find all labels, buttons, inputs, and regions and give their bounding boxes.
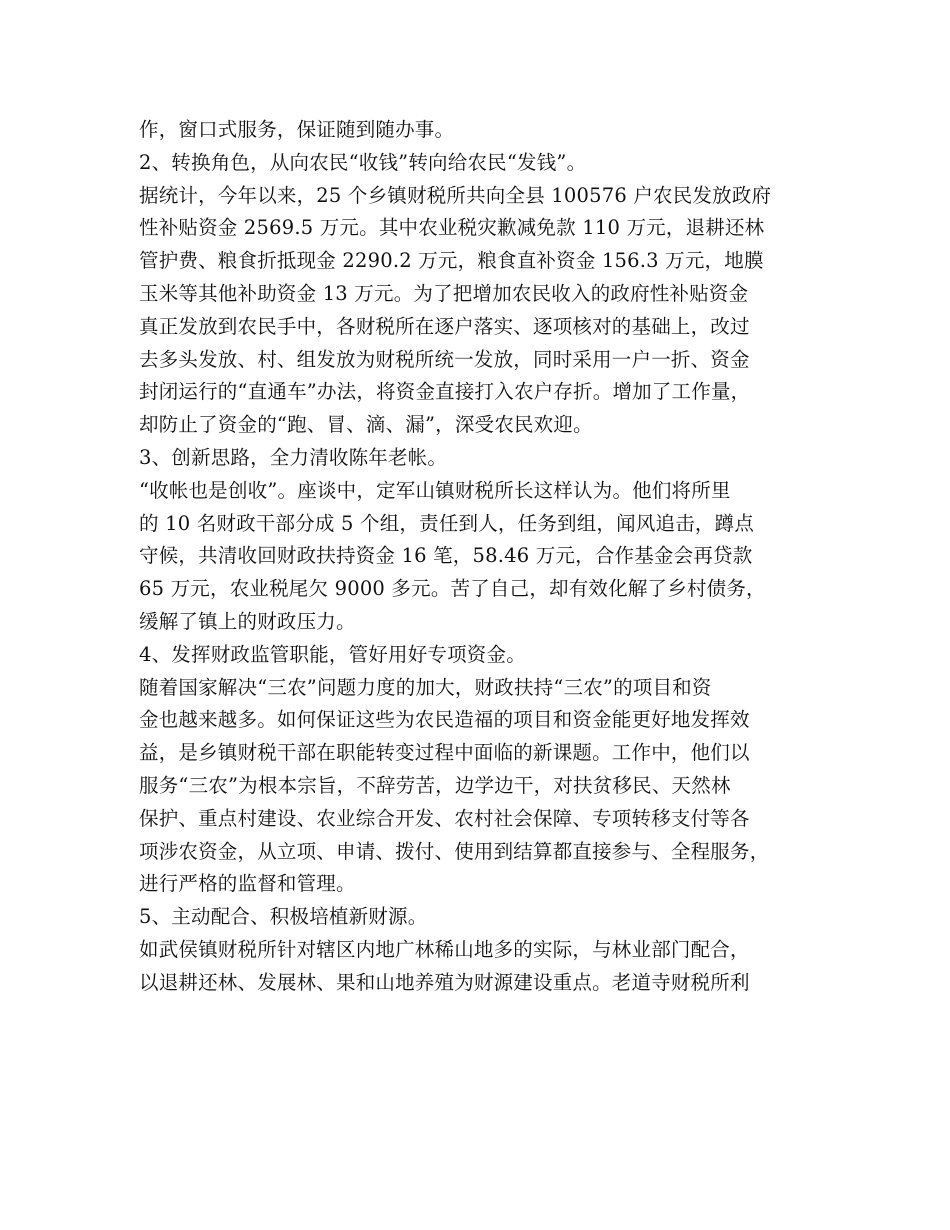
text-line: 益，是乡镇财税干部在职能转变过程中面临的新课题。工作中，他们以 — [139, 741, 750, 765]
text-line: “收帐也是创收”。座谈中，定军山镇财税所长这样认为。他们将所里 — [139, 478, 731, 502]
document-body — [139, 114, 829, 1000]
text-line: 作，窗口式服务，保证随到随办事。 — [139, 118, 455, 141]
text-line: 管护费、粮食折抵现金 2290.2 万元，粮食直补资金 156.3 万元，地膜 — [139, 249, 764, 273]
text-line: 随着国家解决“三农”问题力度的加大，财政扶持“三农”的项目和资 — [139, 675, 712, 699]
section-heading: 2、转换角色，从向农民“收钱”转向给农民“发钱”。 — [139, 150, 587, 174]
text-line: 保护、重点村建设、农业综合开发、农村社会保障、专项转移支付等各 — [139, 806, 750, 830]
text-line: 金也越来越多。如何保证这些为农民造福的项目和资金能更好地发挥效 — [139, 708, 750, 732]
text-line: 如武侯镇财税所针对辖区内地广林稀山地多的实际，与林业部门配合， — [139, 937, 750, 961]
text-line: 却防止了资金的“跑、冒、滴、漏”，深受农民欢迎。 — [139, 413, 593, 437]
text-line: 真正发放到农民手中，各财税所在逐户落实、逐项核对的基础上，改过 — [139, 314, 750, 338]
text-line: 65 万元，农业税尾欠 9000 多元。苦了自己，却有效化解了乡村债务， — [139, 577, 766, 601]
text-line: 性补贴资金 2569.5 万元。其中农业税灾歉减免款 110 万元，退耕还林 — [139, 216, 765, 240]
section-heading: 4、发挥财政监管职能，管好用好专项资金。 — [139, 642, 526, 666]
text-line: 封闭运行的“直通车”办法，将资金直接打入农户存折。增加了工作量， — [139, 380, 751, 404]
text-line: 项涉农资金，从立项、申请、拨付、使用到结算都直接参与、全程服务， — [139, 839, 770, 863]
text-line: 的 10 名财政干部分成 5 个组，责任到人，任务到组，闻风追击，蹲点 — [139, 511, 755, 535]
text-line: 进行严格的监督和管理。 — [139, 872, 356, 896]
text-line: 守候，共清收回财政扶持资金 16 笔，58.46 万元，合作基金会再贷款 — [139, 544, 753, 568]
text-line: 据统计，今年以来，25 个乡镇财税所共向全县 100576 户农民发放政府 — [139, 183, 772, 207]
text-line: 去多头发放、村、组发放为财税所统一发放，同时采用一户一折、资金 — [139, 347, 750, 371]
text-line: 以退耕还林、发展林、果和山地养殖为财源建设重点。老道寺财税所利 — [139, 970, 750, 994]
section-heading: 3、创新思路，全力清收陈年老帐。 — [139, 445, 448, 469]
text-line: 缓解了镇上的财政压力。 — [139, 609, 356, 633]
text-line: 玉米等其他补助资金 13 万元。为了把增加农民收入的政府性补贴资金 — [139, 281, 749, 305]
section-heading: 5、主动配合、积极培植新财源。 — [139, 905, 428, 929]
text-line: 服务“三农”为根本宗旨，不辞劳苦，边学边干，对扶贫移民、天然林 — [139, 773, 731, 797]
